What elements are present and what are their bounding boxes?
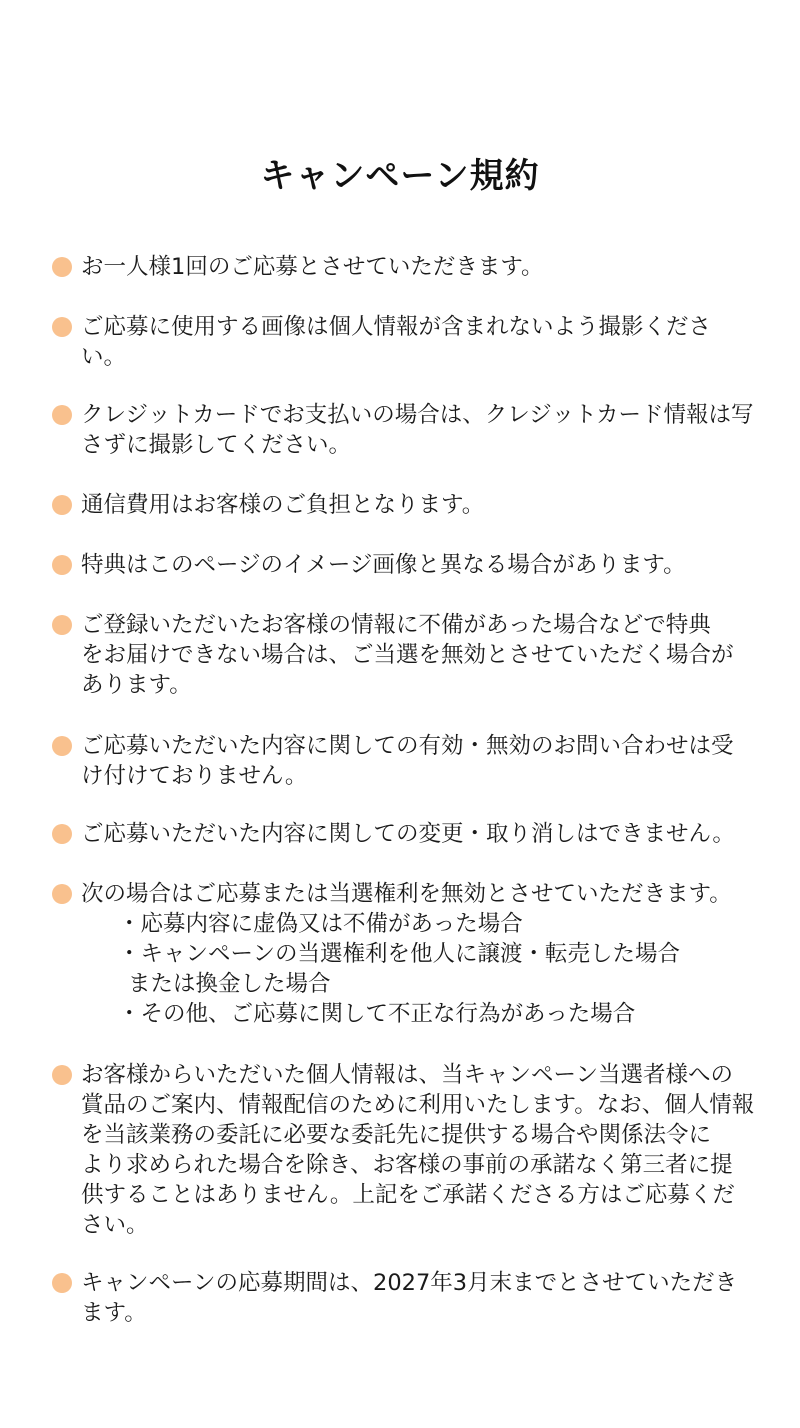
list-item: [52, 879, 762, 1029]
item-text: [81, 490, 762, 520]
item-text: [81, 400, 762, 460]
item-line: を当該業務の委託に必要な委託先に提供する場合や関係法令に: [81, 1122, 712, 1148]
item-line: ます。: [81, 1300, 147, 1326]
sub-item: ・キャンペーンの当選権利を他人に譲渡・転売した場合: [118, 941, 681, 967]
item-line: け付けておりません。: [81, 763, 308, 789]
item-line: 供することはありません。上記をご承諾くださる方はご応募くだ: [81, 1182, 735, 1208]
bullet-dot-icon: [52, 1065, 72, 1085]
bullet-dot-icon: [52, 405, 72, 425]
item-line: い。: [81, 344, 127, 370]
item-line: 特典はこのページのイメージ画像と異なる場合があります。: [81, 552, 686, 578]
item-text: [81, 1060, 762, 1240]
item-line: をお届けできない場合は、ご当選を無効とさせていただく場合が: [81, 642, 734, 668]
sub-item: ・応募内容に虚偽又は不備があった場合: [118, 911, 523, 937]
item-line: さずに撮影してください。: [81, 432, 352, 458]
bullet-dot-icon: [52, 615, 72, 635]
list-item: [52, 312, 762, 372]
bullet-dot-icon: [52, 1273, 72, 1293]
list-item: [52, 1060, 762, 1240]
list-item: [52, 819, 762, 849]
item-text: [81, 252, 762, 282]
list-item: [52, 400, 762, 460]
sub-item: または換金した場合: [128, 971, 331, 997]
item-line: 次の場合はご応募または当選権利を無効とさせていただきます。: [81, 881, 732, 907]
item-text: [81, 312, 762, 372]
item-line: 賞品のご案内、情報配信のために利用いたします。なお、個人情報: [81, 1092, 755, 1118]
bullet-dot-icon: [52, 736, 72, 756]
item-line: より求められた場合を除き、お客様の事前の承諾なく第三者に提: [81, 1152, 733, 1178]
sub-item: ・その他、ご応募に関して不正な行為があった場合: [118, 1001, 636, 1027]
item-line: キャンペーンの応募期間は、2027年3月末までとさせていただき: [81, 1270, 738, 1296]
item-line: 通信費用はお客様のご負担となります。: [81, 492, 485, 518]
list-item: [52, 1268, 762, 1328]
item-line: さい。: [81, 1212, 149, 1238]
bullet-dot-icon: [52, 824, 72, 844]
bullet-dot-icon: [52, 495, 72, 515]
page-title: キャンペーン規約: [260, 156, 540, 196]
item-line: ご応募に使用する画像は個人情報が含まれないよう撮影くださ: [81, 314, 712, 340]
item-text: [81, 550, 762, 580]
bullet-dot-icon: [52, 884, 72, 904]
bullet-dot-icon: [52, 555, 72, 575]
list-item: [52, 610, 762, 700]
item-text: [81, 731, 762, 791]
list-item: [52, 550, 762, 580]
item-text: [81, 819, 762, 849]
item-line: ご登録いただいたお客様の情報に不備があった場合などで特典: [81, 612, 711, 638]
item-line: クレジットカードでお支払いの場合は、クレジットカード情報は写: [81, 402, 754, 428]
item-line: あります。: [81, 672, 192, 698]
bullet-dot-icon: [52, 317, 72, 337]
item-text: [81, 879, 762, 1029]
item-text: [81, 1268, 762, 1328]
bullet-dot-icon: [52, 257, 72, 277]
item-line: ご応募いただいた内容に関しての変更・取り消しはできません。: [81, 821, 735, 847]
item-line: ご応募いただいた内容に関しての有効・無効のお問い合わせは受: [81, 733, 734, 759]
item-text: [81, 610, 762, 700]
list-item: [52, 252, 762, 282]
list-item: [52, 490, 762, 520]
sub-list: [81, 909, 762, 1029]
list-item: [52, 731, 762, 791]
item-line: お客様からいただいた個人情報は、当キャンペーン当選者様への: [81, 1062, 734, 1088]
item-line: お一人様1回のご応募とさせていただきます。: [81, 254, 544, 280]
